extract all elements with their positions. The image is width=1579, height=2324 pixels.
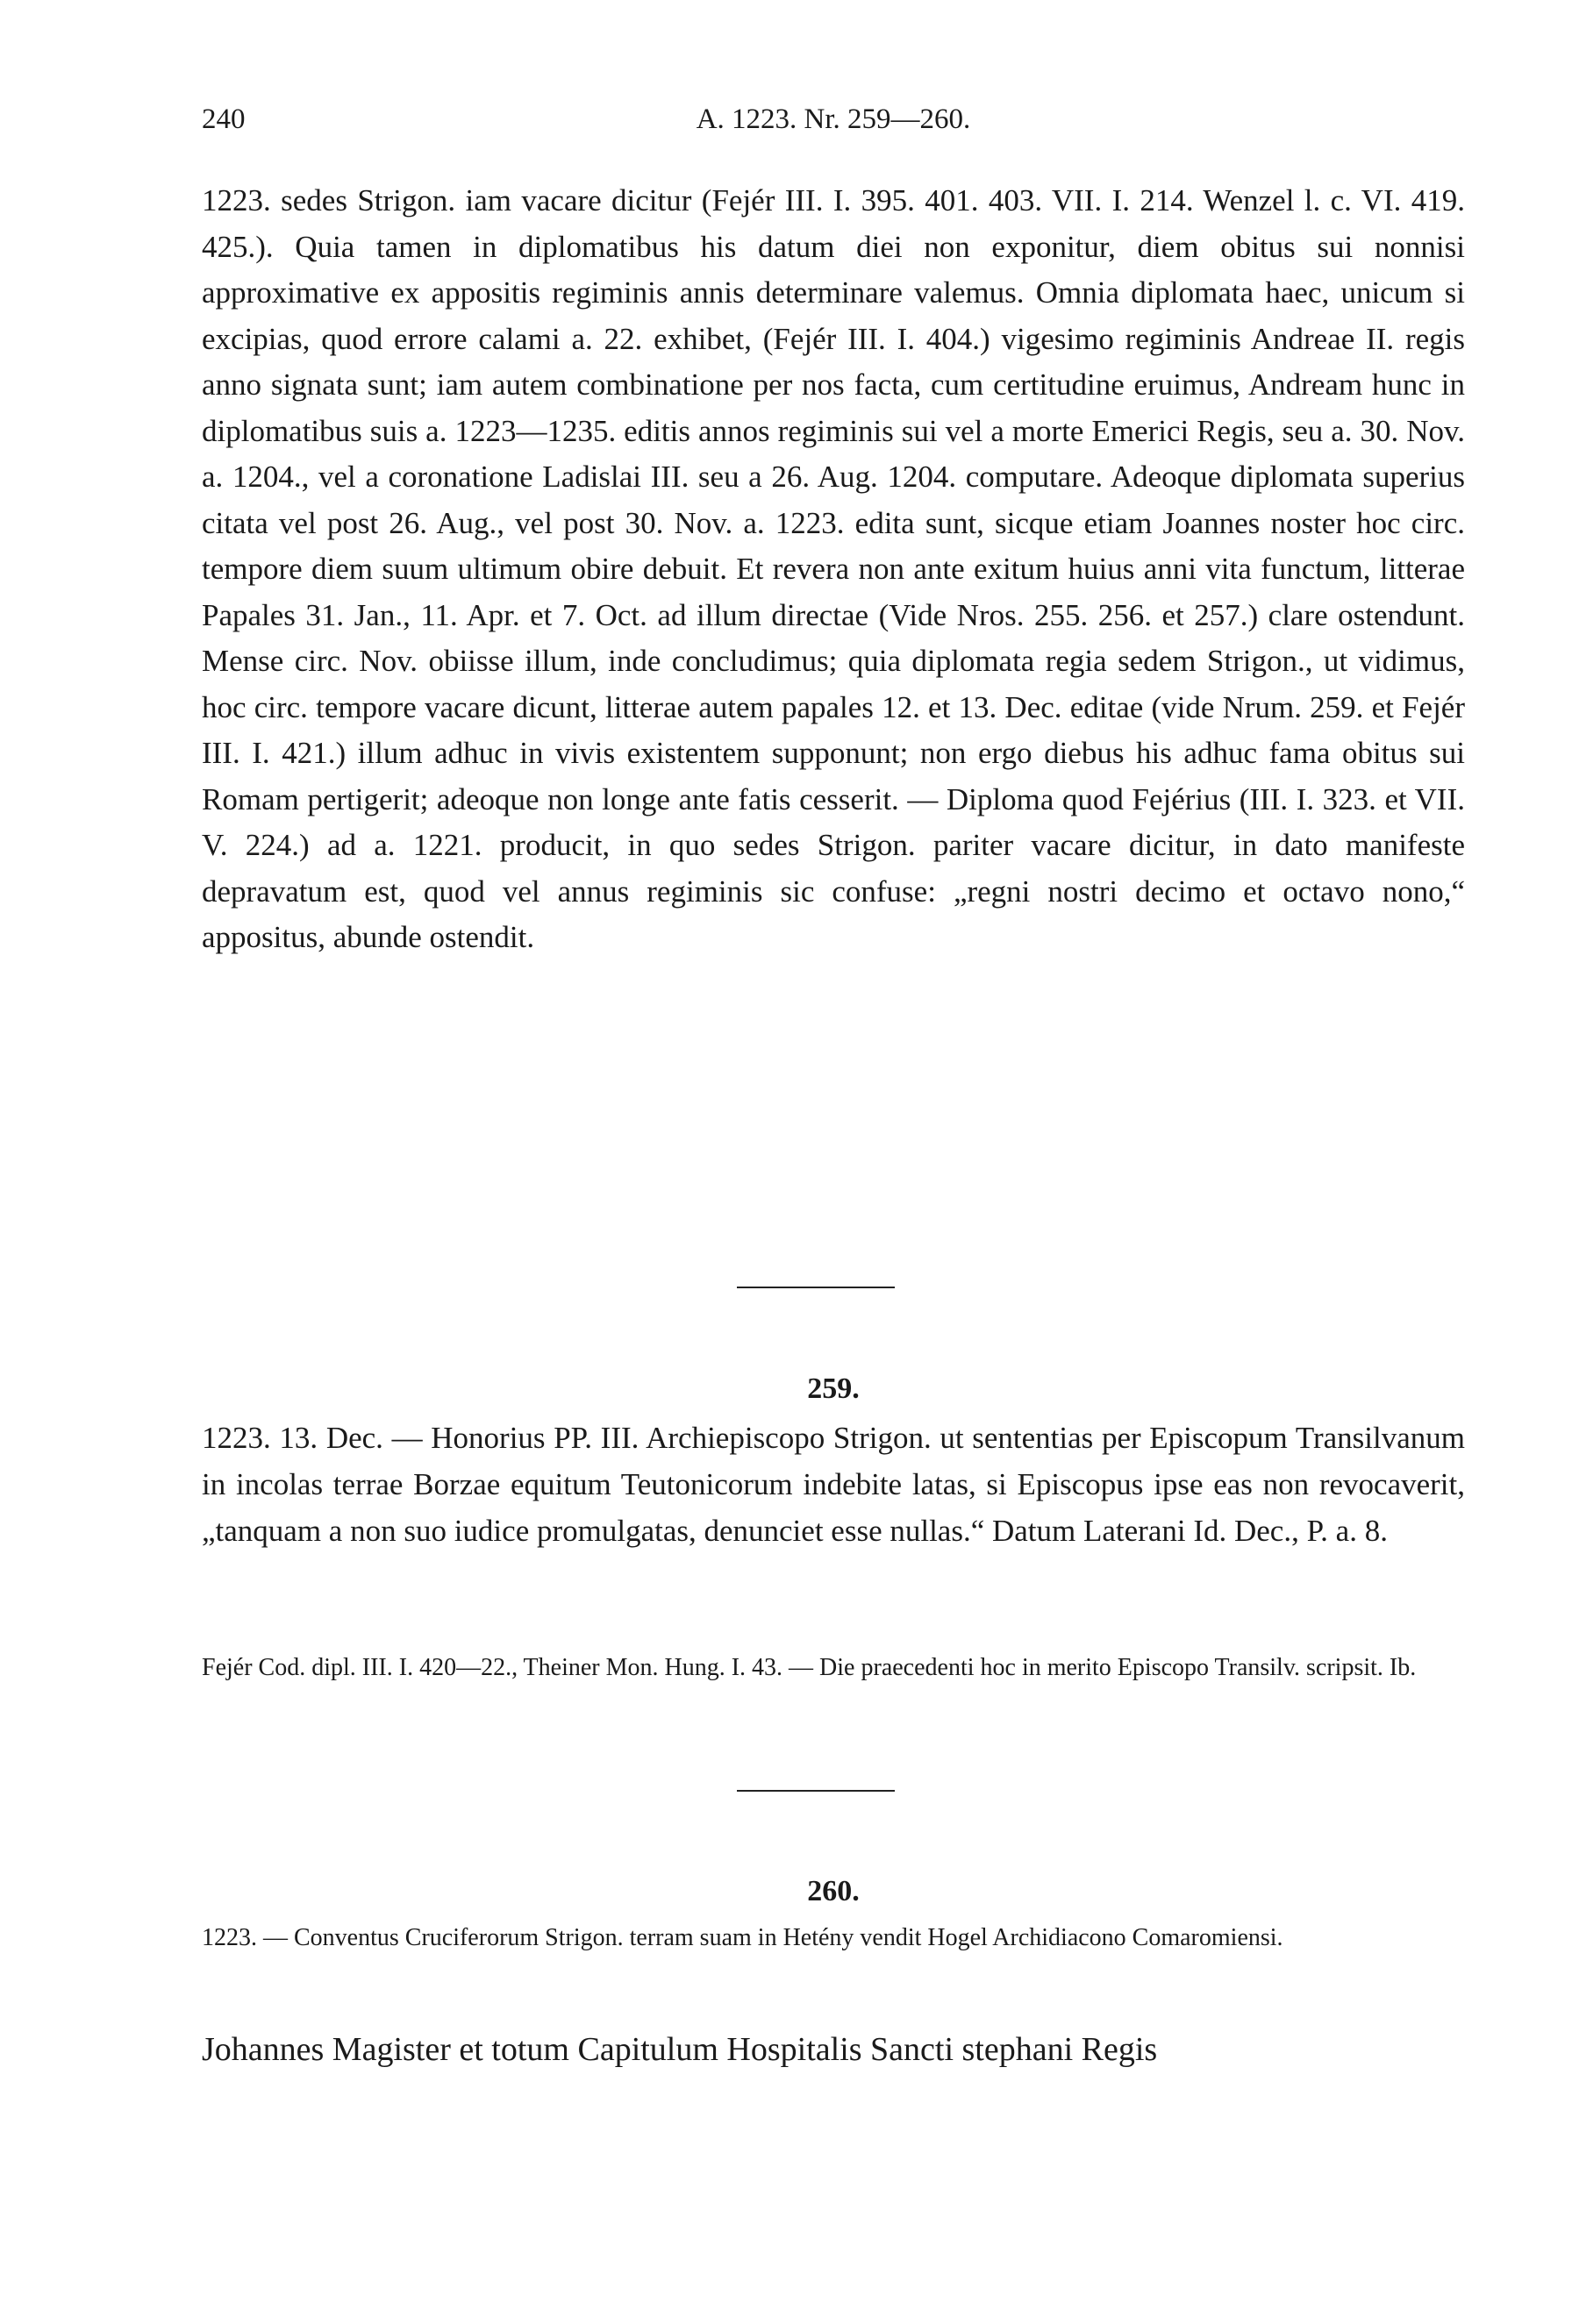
entry-summary-note: 1223. — Conventus Cruciferorum Strigon. terram suam in Hetény vendit Hogel Archidiacono Comaromiensi. <box>202 1924 1283 1951</box>
running-head-title: A. 1223. Nr. 259—260. <box>696 103 971 135</box>
page-number: 240 <box>202 103 246 135</box>
section-divider <box>737 1287 895 1288</box>
section-divider <box>737 1790 895 1792</box>
entry-number: 260. <box>807 1875 860 1907</box>
continuation-paragraph: 1223. sedes Strigon. iam vacare dicitur (Fejér III. I. 395. 401. 403. VII. I. 214. Wenzel l. c. VI. 419. 425.). Quia tamen in diplomatibus his datum diei non exponitur, diem obitus sui nonnisi approximative ex appositis regiminis annis determinare valemus. Omnia diplomata haec, unicum si excipias, quod errore calami a. 22. exhibet, (Fejér III. I. 404.) vigesimo regiminis Andreae II. regis anno signata sunt; iam autem combinatione per nos facta, cum certitudine eruimus, Andream hunc in diplomatibus suis a. 1223—1235. editis annos regiminis sui vel a morte Emerici Regis, seu a. 30. Nov. a. 1204., vel a coronatione Ladislai III. seu a 26. Aug. 1204. computare. Adeoque diplomata superius citata vel post 26. Aug., vel post 30. Nov. a. 1223. edita sunt, sicque etiam Joannes noster hoc circ. tempore diem suum ultimum obire debuit. Et revera non ante exitum huius anni vita functum, litterae Papales 31. Jan., 11. Apr. et 7. Oct. ad illum directae (Vide Nros. 255. 256. et 257.) clare ostendunt. Mense circ. Nov. obiisse illum, inde concludimus; quia diplomata regia sedem Strigon., ut vidimus, hoc circ. tempore vacare dicunt, litterae autem papales 12. et 13. Dec. editae (vide Nrum. 259. et Fejér III. I. 421.) illum adhuc in vivis existentem supponunt; non ergo diebus his adhuc fama obitus sui Romam pertigerit; adeoque non longe ante fatis cesserit. — Diploma quod Fejérius (III. I. 323. et VII. V. 224.) ad a. 1221. producit, in quo sedes Strigon. pariter vacare dicitur, in dato manifeste depravatum est, quod vel annus regiminis sic confuse: „regni nostri decimo et octavo nono,“ appositus, abunde ostendit. <box>202 183 1465 954</box>
entry-source-note: Fejér Cod. dipl. III. I. 420—22., Theiner Mon. Hung. I. 43. — Die praecedenti hoc in merito Episcopo Transilv. scripsit. Ib. <box>202 1654 1417 1681</box>
continuation-block <box>202 178 1465 961</box>
charter-opening-line: Johannes Magister et totum Capitulum Hospitalis Sancti stephani Regis <box>202 2031 1158 2068</box>
entry-number: 259. <box>807 1372 860 1405</box>
entry-regest: 1223. 13. Dec. — Honorius PP. III. Archiepiscopo Strigon. ut sententias per Episcopum Transilvanum in incolas terrae Borzae equitum Teutonicorum indebite latas, si Episcopus ipse eas non revocaverit, „tanquam a non suo iudice promulgatas, denunciet esse nullas.“ Datum Laterani Id. Dec., P. a. 8. <box>202 1421 1465 1548</box>
running-head <box>202 103 1465 147</box>
